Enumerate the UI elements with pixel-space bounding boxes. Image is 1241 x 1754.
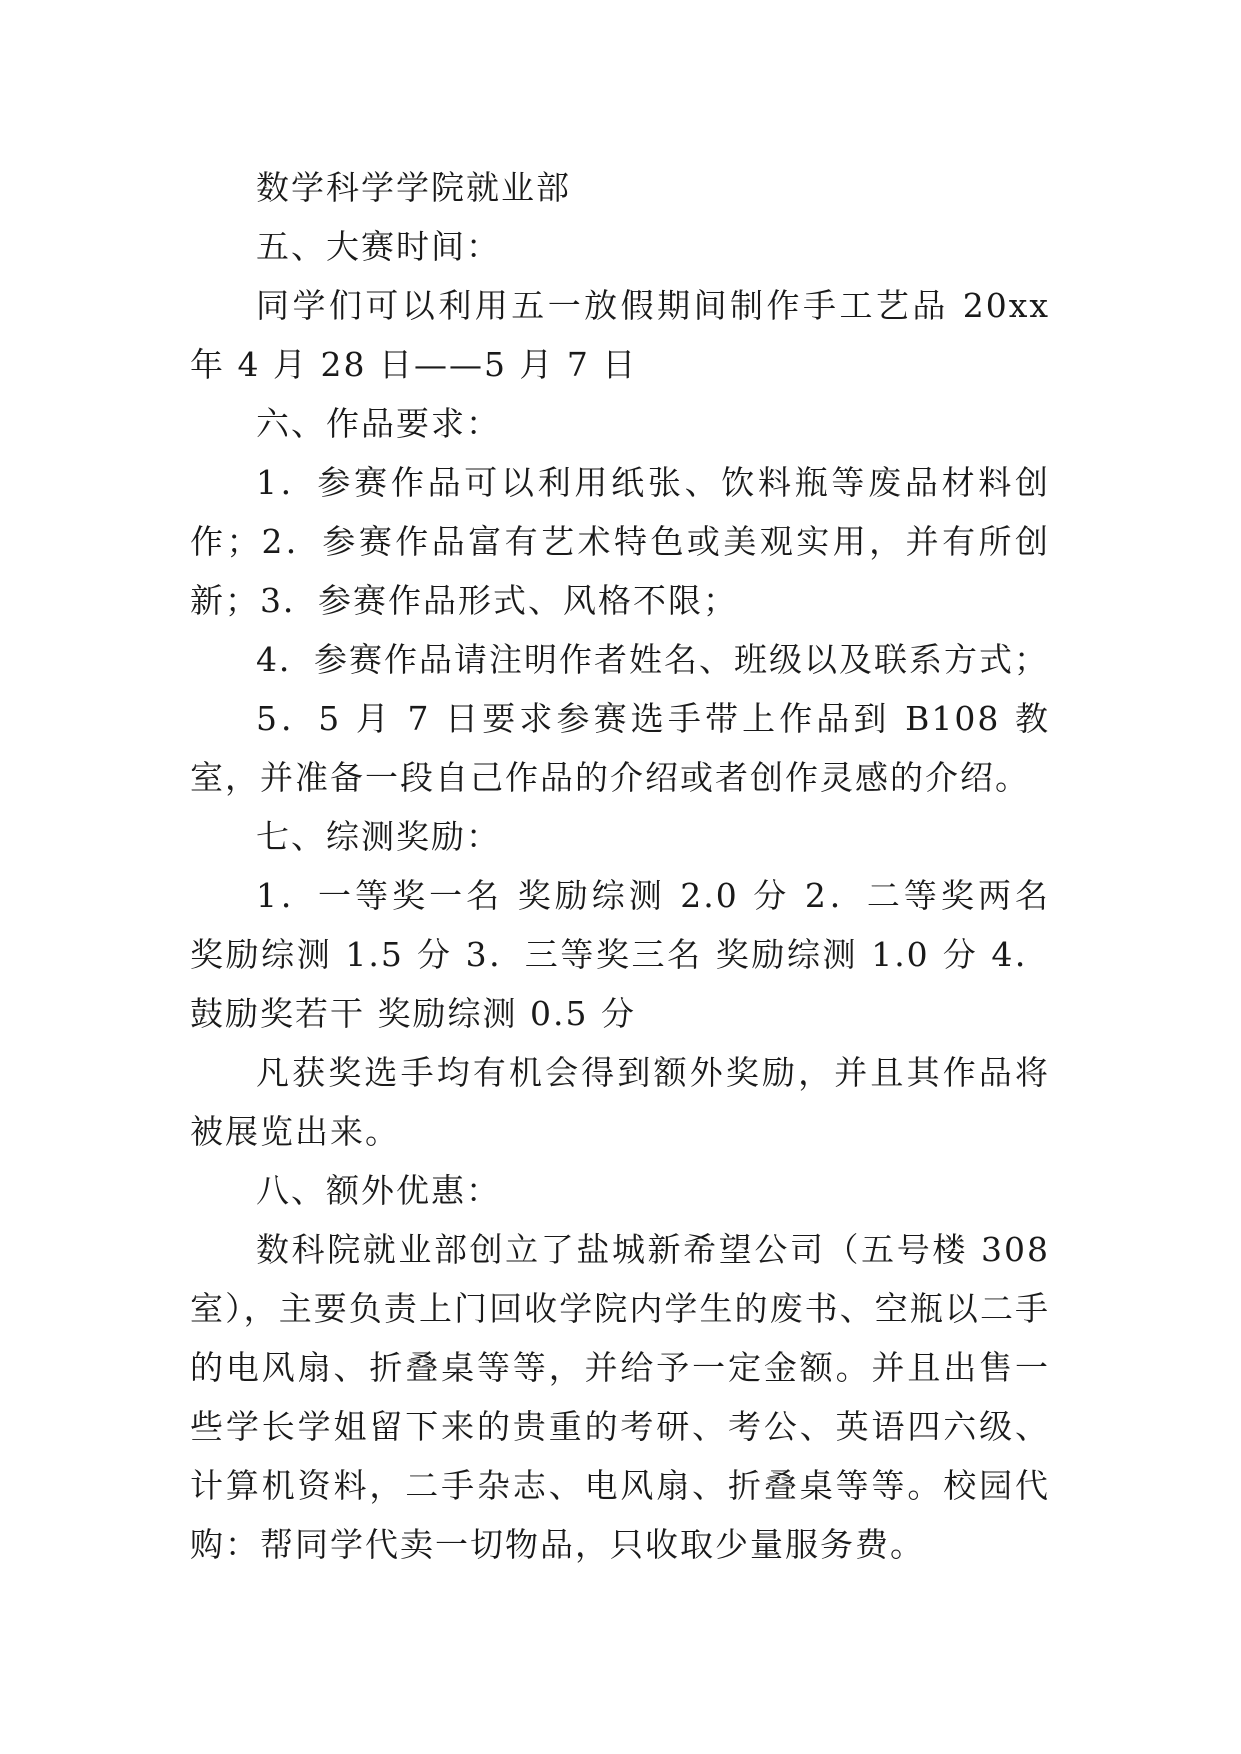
extra-reward-paragraph: 凡获奖选手均有机会得到额外奖励，并且其作品将被展览出来。 (190, 1053, 1050, 1151)
extra-benefits-paragraph: 数科院就业部创立了盐城新希望公司（五号楼 308 室），主要负责上门回收学院内学生的废书、空瓶以二手的电风扇、折叠桌等等，并给予一定金额。并且出售一些学长学姐留下来的贵重的考研、考公、英语四六级、计算机资料，二手杂志、电风扇、折叠桌等等。校园代购：帮同学代卖一切物品，只收取少量服务费。 (190, 1230, 1050, 1564)
department-name: 数学科学学院就业部 (256, 168, 571, 207)
section-heading-extra-benefits: 八、额外优惠： (256, 1171, 501, 1210)
document-body (190, 158, 1050, 1574)
requirements-paragraph-1-3: 1．参赛作品可以利用纸张、饮料瓶等废品材料创作；2．参赛作品富有艺术特色或美观实用，并有所创新；3．参赛作品形式、风格不限； (190, 463, 1050, 620)
requirements-paragraph-5: 5．5 月 7 日要求参赛选手带上作品到 B108 教室，并准备一段自己作品的介绍或者创作灵感的介绍。 (190, 699, 1050, 797)
section-heading-awards: 七、综测奖励： (256, 817, 501, 856)
competition-time-paragraph: 同学们可以利用五一放假期间制作手工艺品 20xx 年 4 月 28 日——5 月 7 日 (190, 286, 1050, 384)
awards-paragraph: 1．一等奖一名 奖励综测 2.0 分 2．二等奖两名 奖励综测 1.5 分 3．三等奖三名 奖励综测 1.0 分 4．鼓励奖若干 奖励综测 0.5 分 (190, 876, 1050, 1033)
section-heading-work-requirements: 六、作品要求： (256, 404, 501, 443)
requirements-paragraph-4: 4．参赛作品请注明作者姓名、班级以及联系方式； (256, 640, 1049, 679)
section-heading-competition-time: 五、大赛时间： (256, 227, 501, 266)
